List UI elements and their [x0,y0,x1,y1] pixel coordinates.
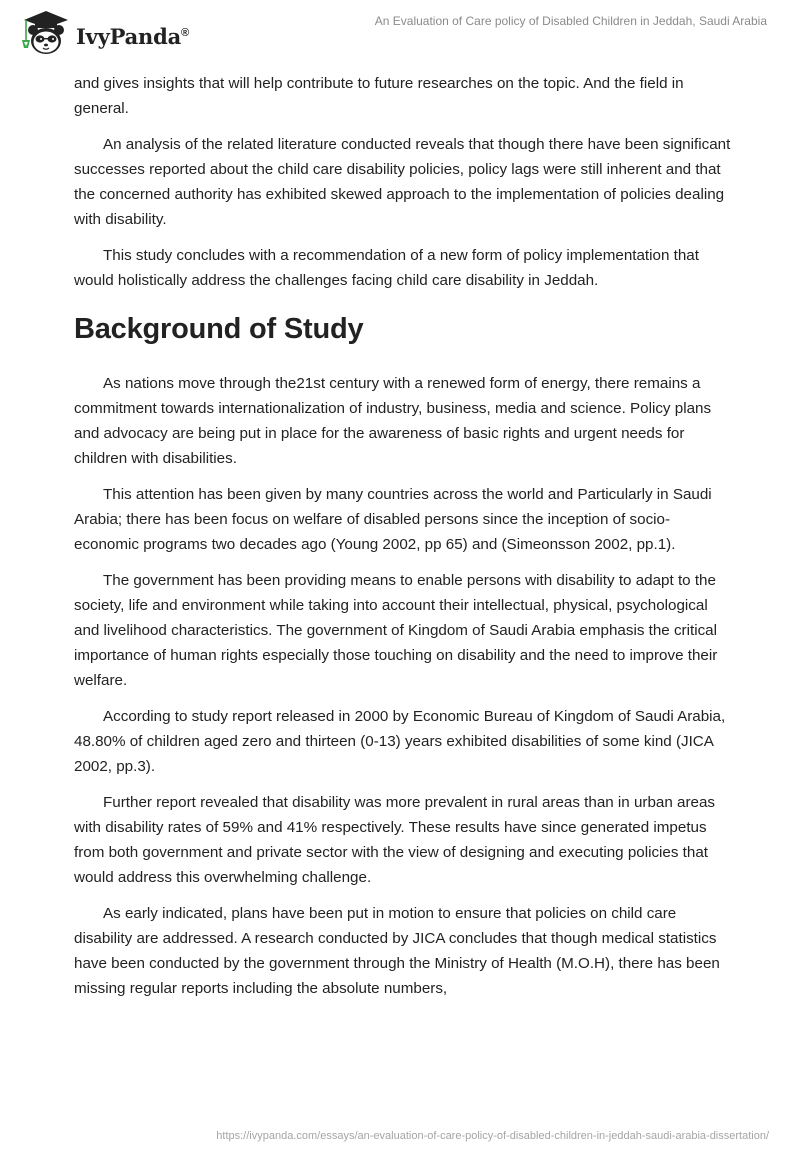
paragraph: The government has been providing means to enable persons with disability to adapt to the society, life and environment while taking into account their intellectual, physical, psychological and livelihood characteristics. The government of Kingdom of Saudi Arabia emphasis the critical importance of human rights especially those touching on disability and the need to improve their welfare. [74,572,718,689]
panda-graduate-icon [18,8,74,58]
paragraph: An analysis of the related literature conducted reveals that though there have been significant successes reported about the child care disability policies, policy lags were still inherent and that the concerned authority has exhibited skewed approach to the implementation of policies dealing with disability. [74,136,731,228]
paragraph: According to study report released in 2000 by Economic Bureau of Kingdom of Saudi Arabia, 48.80% of children aged zero and thirteen (0-13) years exhibited disabilities of some kind (JICA 2002, pp.3). [74,708,726,775]
page-header [0,0,800,62]
paragraph: This attention has been given by many countries across the world and Particularly in Saudi Arabia; there has been focus on welfare of disabled persons since the inception of socio-economic programs two decades ago (Young 2002, pp 65) and (Simeonsson 2002, pp.1). [74,486,712,553]
registered-mark: ® [181,26,189,39]
document-title: An Evaluation of Care policy of Disabled Children in Jeddah, Saudi Arabia [374,14,767,28]
section-heading-background-of-study: Background of Study [74,313,364,345]
source-url-link[interactable]: https://ivypanda.com/essays/an-evaluation-of-care-policy-of-disabled-children-in-jeddah-saudi-arabia-dissertation/ [216,1130,769,1142]
paragraph-continuation: and gives insights that will help contribute to future researches on the topic. And the field in general. [74,75,684,117]
essay-content [74,71,734,1012]
logo-wordmark: IvyPanda® [76,23,189,49]
ivypanda-logo-link[interactable] [18,8,189,58]
paragraph: As nations move through the21st century with a renewed form of energy, there remains a commitment towards internationalization of industry, business, media and science. Policy plans and advocacy are being put in place for the awareness of basic rights and urgent needs for children with disabilities. [74,375,712,467]
paragraph: As early indicated, plans have been put in motion to ensure that policies on child care disability are addressed. A research conducted by JICA concludes that though medical statistics have been conducted by the government through the Ministry of Health (M.O.H), there has been missing regular reports including the absolute numbers, [74,905,720,997]
paragraph: Further report revealed that disability was more prevalent in rural areas than in urban areas with disability rates of 59% and 41% respectively. These results have since generated impetus from both government and private sector with the view of designing and executing policies that would address this overwhelming challenge. [74,794,716,886]
paragraph: This study concludes with a recommendation of a new form of policy implementation that would holistically address the challenges facing child care disability in Jeddah. [74,247,699,289]
